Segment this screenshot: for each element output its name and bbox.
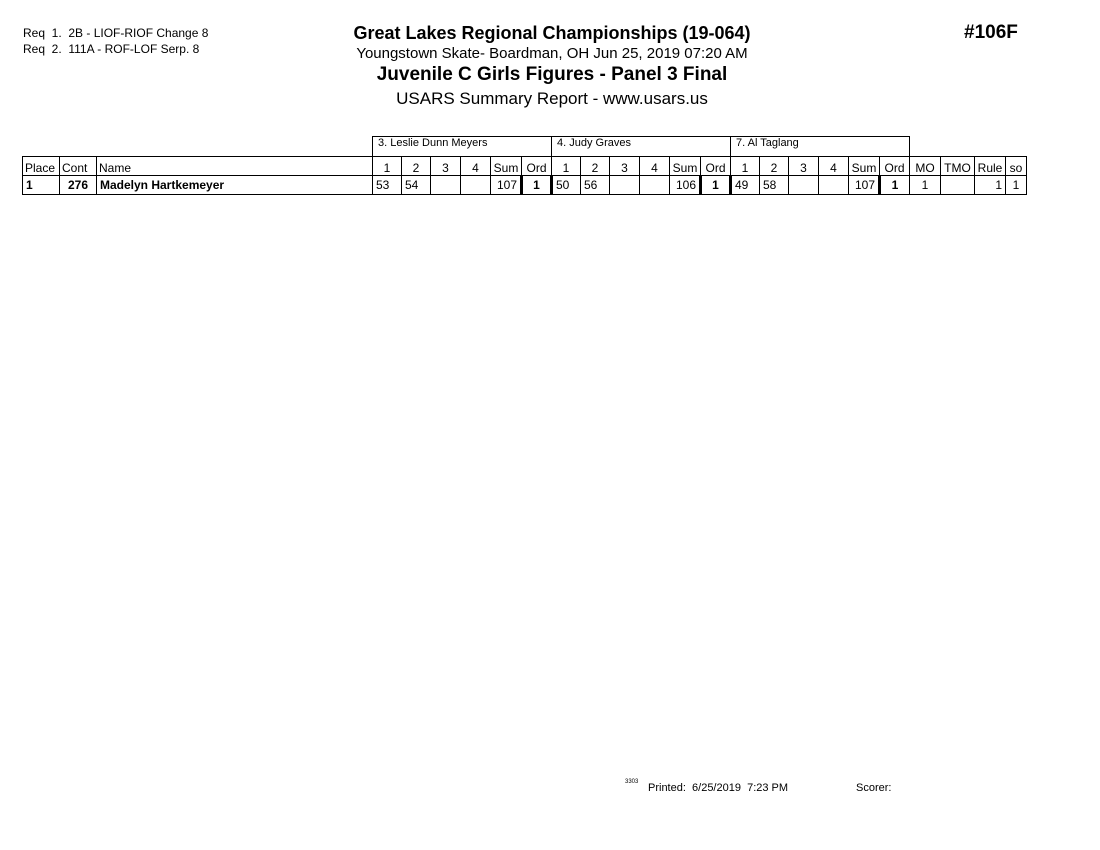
tmo-cell [941, 176, 975, 195]
column-header-row [23, 157, 1027, 176]
name-cell: Madelyn Hartkemeyer [97, 176, 373, 195]
col-j1-fig3: 3 [431, 157, 461, 176]
col-j2-fig1: 1 [552, 157, 581, 176]
col-mo: MO [910, 157, 941, 176]
scorer-label: Scorer: [856, 782, 892, 794]
location-date: Youngstown Skate- Boardman, OH Jun 25, 2019 07:20 AM [356, 45, 748, 62]
col-j3-sum: Sum [849, 157, 880, 176]
report-title: USARS Summary Report - www.usars.us [396, 89, 708, 108]
j1-ordinal: 1 [522, 176, 552, 195]
competition-title: Great Lakes Regional Championships (19-064) [353, 23, 751, 43]
event-number: #106F [964, 22, 1018, 43]
col-j1-fig2: 2 [402, 157, 431, 176]
results-table [22, 136, 1027, 195]
footer-code: 3303 [625, 779, 639, 785]
col-cont: Cont [60, 157, 97, 176]
col-j2-fig3: 3 [610, 157, 640, 176]
j1-fig3-score [431, 176, 461, 195]
col-j1-ord: Ord [522, 157, 552, 176]
col-j2-fig4: 4 [640, 157, 670, 176]
col-j3-fig2: 2 [760, 157, 789, 176]
judge-name-1: 3. Leslie Dunn Meyers [373, 137, 552, 157]
j3-fig4-score [819, 176, 849, 195]
judge-header-row [23, 137, 1027, 157]
j1-fig2-score: 54 [402, 176, 431, 195]
col-j2-fig2: 2 [581, 157, 610, 176]
so-cell: 1 [1006, 176, 1027, 195]
j1-fig1-score: 53 [373, 176, 402, 195]
j1-sum: 107 [491, 176, 522, 195]
col-j3-fig3: 3 [789, 157, 819, 176]
place-cell: 1 [23, 176, 60, 195]
col-j3-ord: Ord [880, 157, 910, 176]
col-j2-sum: Sum [670, 157, 701, 176]
judge-name-2: 4. Judy Graves [552, 137, 731, 157]
requirements-block [23, 25, 208, 57]
mo-cell: 1 [910, 176, 941, 195]
j3-fig1-score: 49 [731, 176, 760, 195]
j1-fig4-score [461, 176, 491, 195]
col-j1-fig4: 4 [461, 157, 491, 176]
col-so: so [1006, 157, 1027, 176]
col-name: Name [97, 157, 373, 176]
j2-fig3-score [610, 176, 640, 195]
j2-fig4-score [640, 176, 670, 195]
j3-ordinal: 1 [880, 176, 910, 195]
col-j3-fig4: 4 [819, 157, 849, 176]
col-j1-fig1: 1 [373, 157, 402, 176]
event-name: Juvenile C Girls Figures - Panel 3 Final [376, 64, 728, 85]
col-j1-sum: Sum [491, 157, 522, 176]
j3-fig2-score: 58 [760, 176, 789, 195]
table-row [23, 176, 1027, 195]
cont-cell: 276 [60, 176, 97, 195]
col-place: Place [23, 157, 60, 176]
requirement-2: Req 2. 111A - ROF-LOF Serp. 8 [23, 42, 200, 56]
printed-timestamp: Printed: 6/25/2019 7:23 PM [648, 782, 789, 794]
requirement-1: Req 1. 2B - LIOF-RIOF Change 8 [23, 26, 209, 40]
col-j3-fig1: 1 [731, 157, 760, 176]
j3-sum: 107 [849, 176, 880, 195]
col-j2-ord: Ord [701, 157, 731, 176]
col-tmo: TMO [941, 157, 975, 176]
j2-fig1-score: 50 [552, 176, 581, 195]
j2-sum: 106 [670, 176, 701, 195]
col-rule: Rule [975, 157, 1006, 176]
j3-fig3-score [789, 176, 819, 195]
rule-cell: 1 [975, 176, 1006, 195]
j2-ordinal: 1 [701, 176, 731, 195]
judge-name-3: 7. Al Taglang [731, 137, 910, 157]
j2-fig2-score: 56 [581, 176, 610, 195]
